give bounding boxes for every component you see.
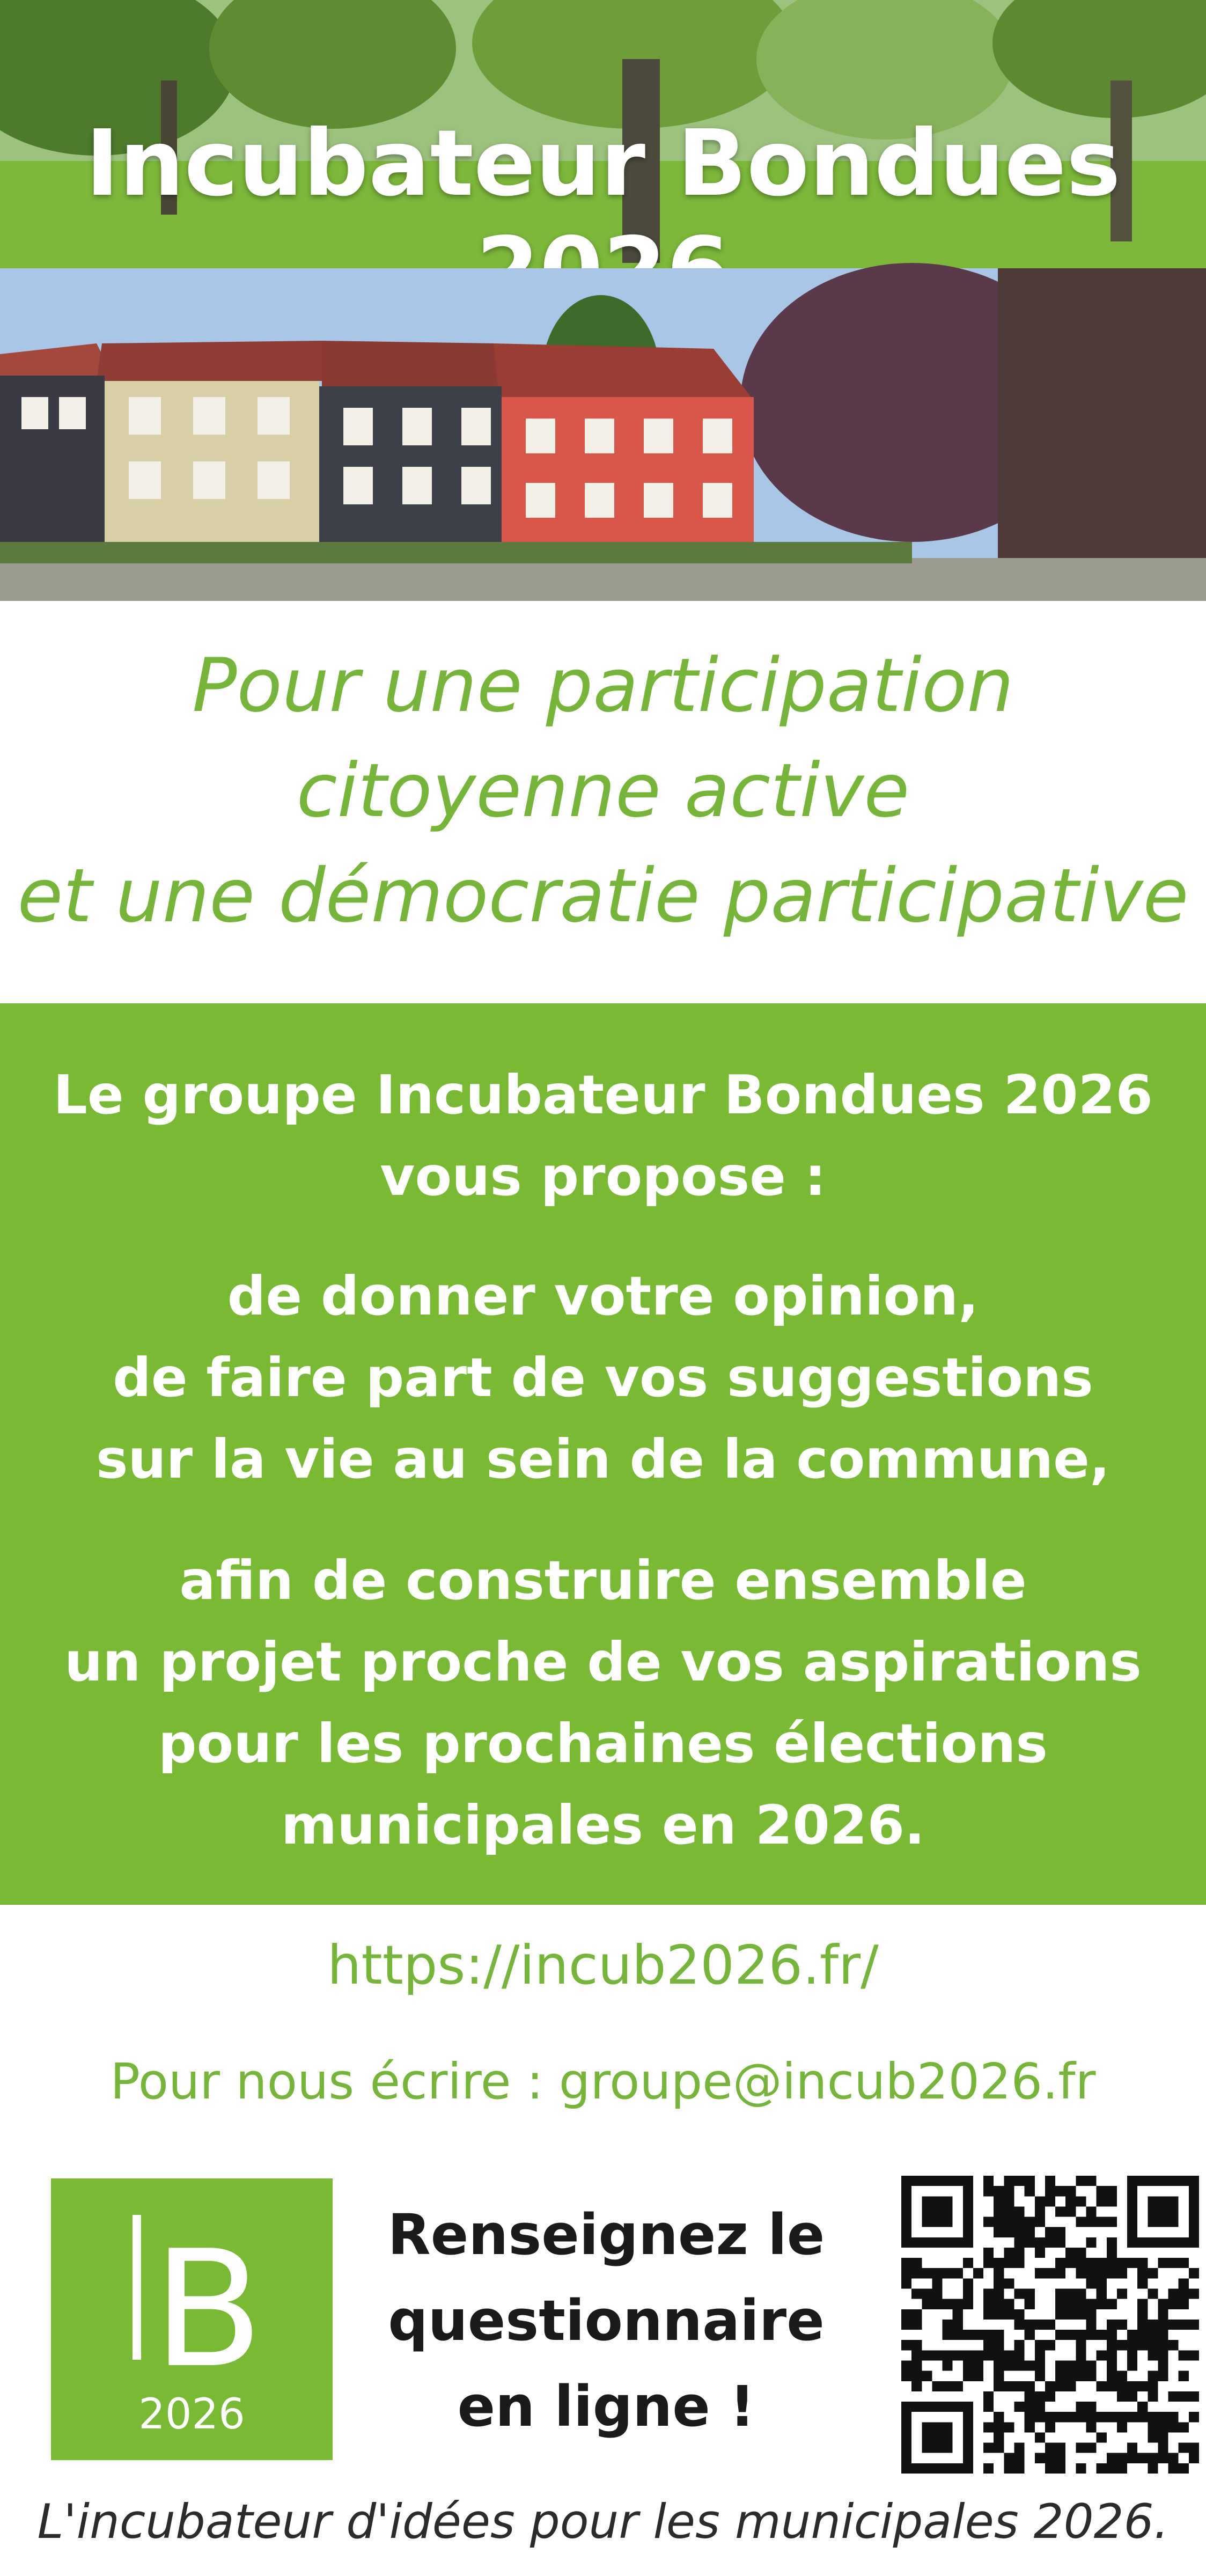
website-link[interactable]: https://incub2026.fr/ xyxy=(327,1934,879,1997)
logo-i-bar xyxy=(133,2215,141,2360)
panel-intro xyxy=(0,1054,1206,1217)
panel-line: Le groupe Incubateur Bondues 2026 xyxy=(53,1063,1153,1126)
cta-line: Renseignez le xyxy=(387,2202,825,2267)
panel-line: afin de construire ensemble xyxy=(179,1549,1027,1612)
cta-line: en ligne ! xyxy=(457,2374,755,2439)
panel-offer xyxy=(0,1256,1206,1500)
panel-goal xyxy=(0,1540,1206,1866)
tagline xyxy=(0,633,1206,949)
tagline-line: Pour une participation xyxy=(192,642,1014,729)
logo-letter: B xyxy=(153,2216,263,2403)
panel-line: vous propose : xyxy=(380,1145,826,1208)
panel-line: de donner votre opinion, xyxy=(227,1265,979,1327)
tagline-line: et une démocratie participative xyxy=(17,853,1189,939)
panel-line: un projet proche de vos aspirations xyxy=(64,1631,1142,1693)
panel-line: municipales en 2026. xyxy=(281,1794,925,1856)
panel-line: pour les prochaines élections xyxy=(158,1712,1048,1775)
tagline-line: citoyenne active xyxy=(296,747,910,834)
village-photo xyxy=(0,268,1206,601)
questionnaire-cta xyxy=(354,2192,858,2449)
footer-slogan: L'incubateur d'idées pour les municipales 2026. xyxy=(37,2494,1169,2549)
page-title: Incubateur Bondues xyxy=(85,111,1121,217)
info-panel xyxy=(0,1003,1206,1905)
qr-code-icon[interactable] xyxy=(901,2176,1199,2474)
cta-line: questionnaire xyxy=(388,2288,825,2353)
logo-year: 2026 xyxy=(138,2390,245,2439)
ib-logo xyxy=(51,2178,333,2460)
contact-email[interactable]: Pour nous écrire : groupe@incub2026.fr xyxy=(110,2053,1096,2110)
panel-line: sur la vie au sein de la commune, xyxy=(96,1428,1110,1491)
panel-line: de faire part de vos suggestions xyxy=(113,1346,1093,1409)
park-photo xyxy=(0,0,1206,268)
